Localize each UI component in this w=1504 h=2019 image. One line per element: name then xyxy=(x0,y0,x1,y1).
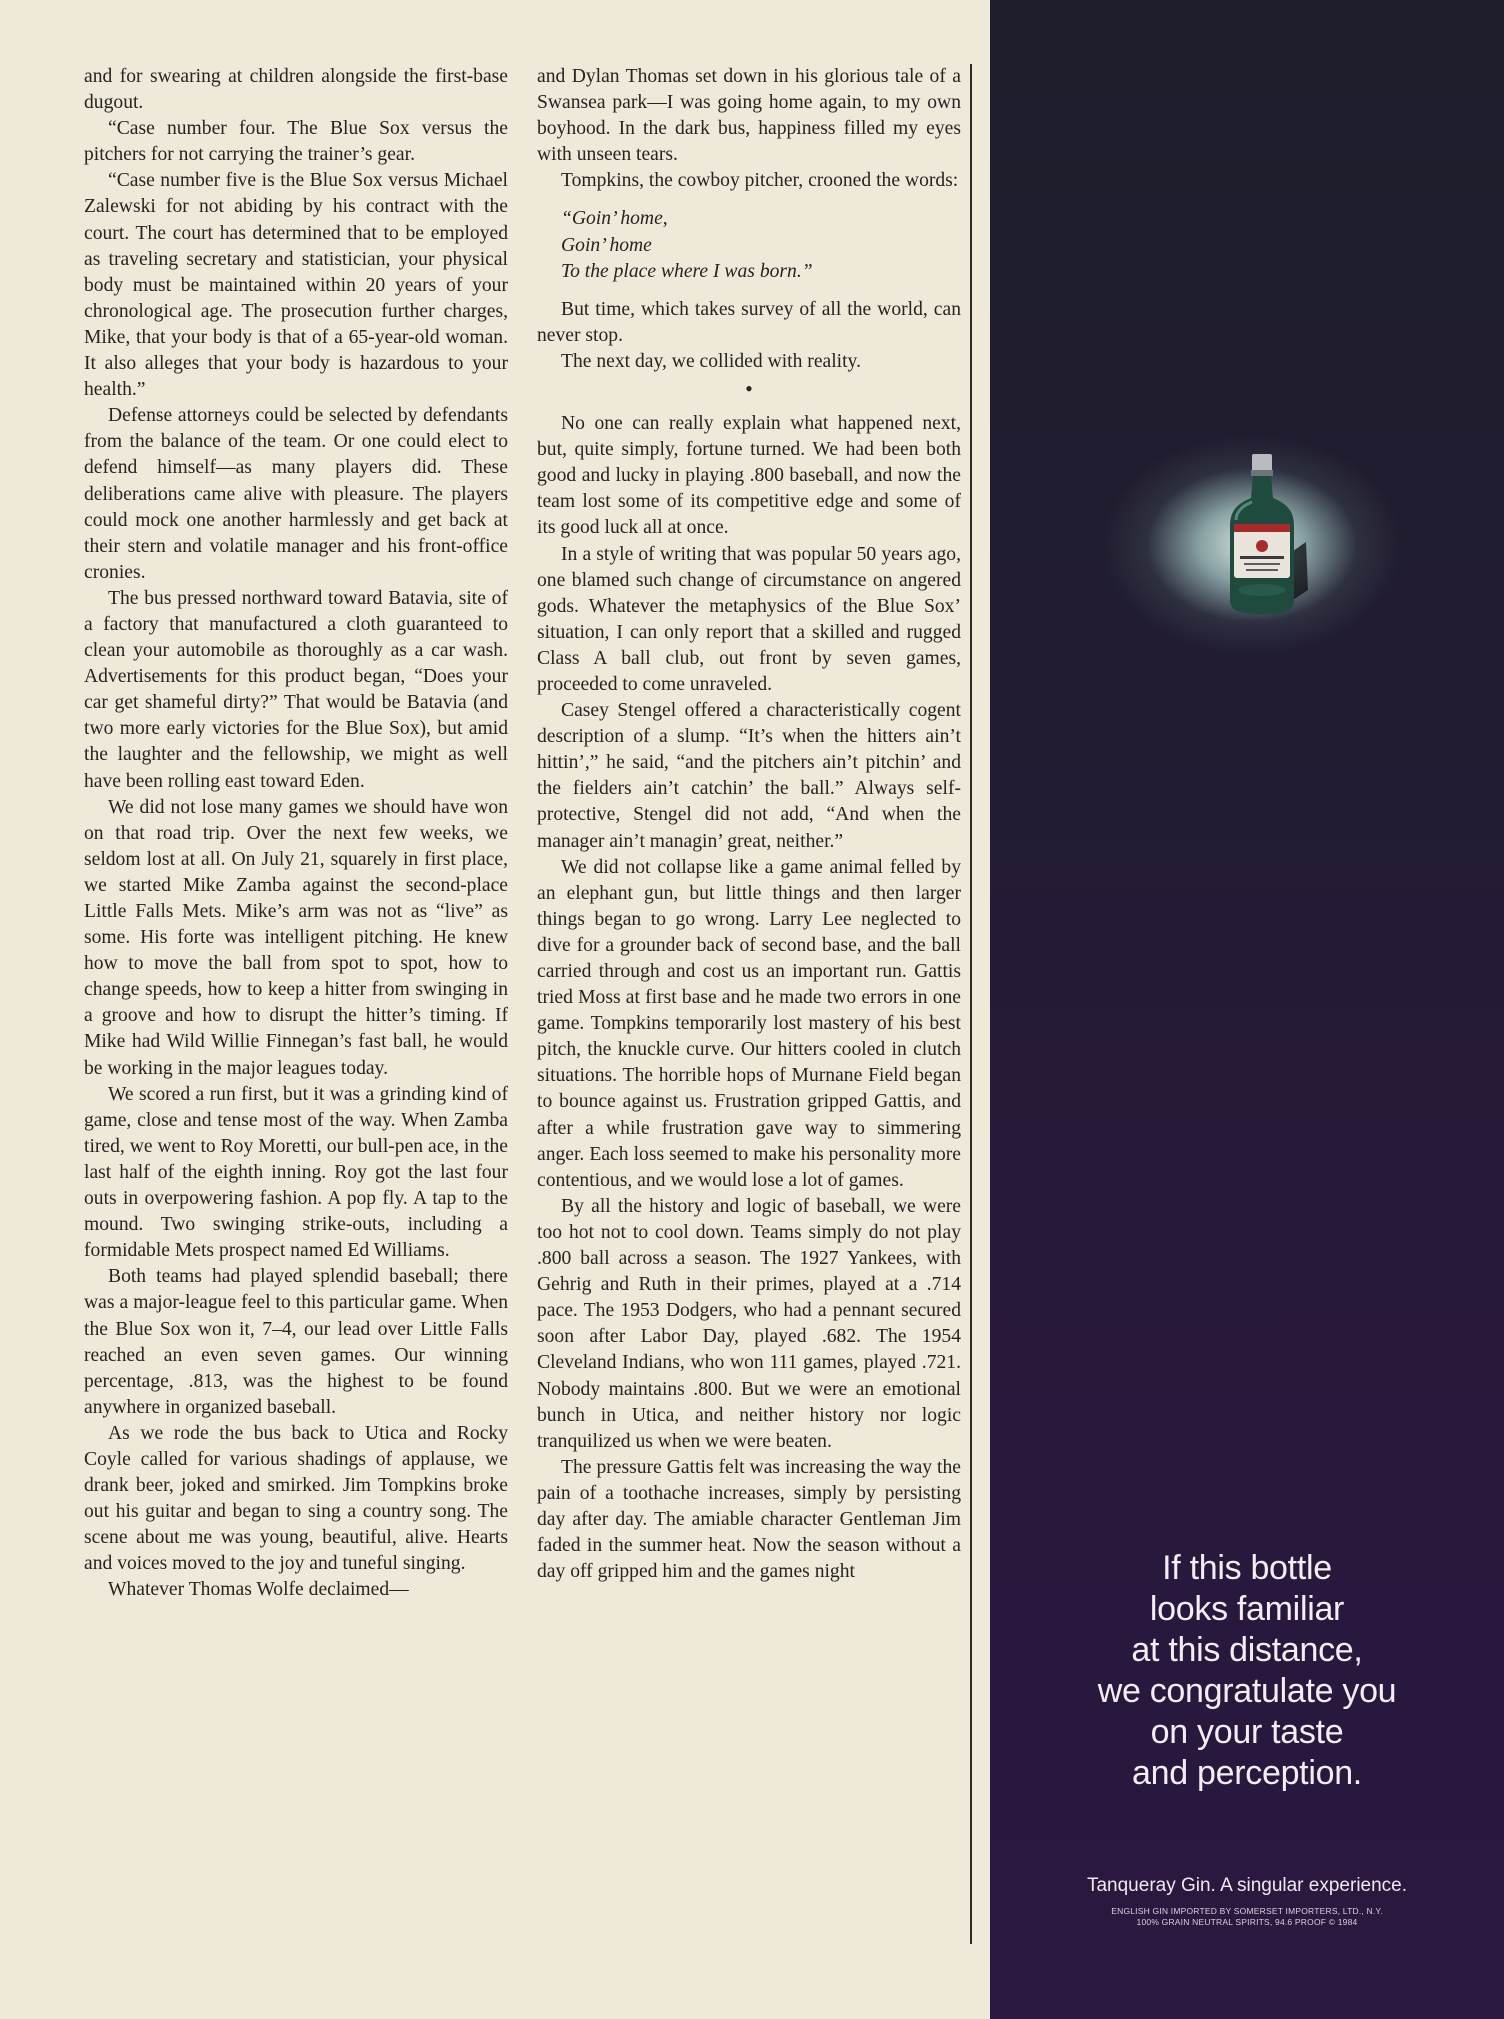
lyric-line: Goin’ home xyxy=(561,234,652,256)
article-paragraph: But time, which takes survey of all the world, can never stop. xyxy=(537,298,961,346)
article-paragraph: As we rode the bus back to Utica and Rocky Coyle called for various shadings of applause, we drank beer, joked and smirked. Jim Tompkins broke out his guitar and began to sing a country song. The scene about me was young, beautiful, alive. Hearts and voices moved to the joy and tuneful singing. xyxy=(84,1422,508,1575)
article-paragraph: Casey Stengel offered a characteristically cogent description of a slump. “It’s when the hitters ain’t hittin’,” he said, “and the pitchers ain’t pitchin’ and the fielders ain’t catchin’ the ball.” Always self-protective, Stengel did not add, “And when the manager ain’t managin’ great, neither.” xyxy=(537,700,961,852)
article-column-left xyxy=(84,64,508,1954)
headline-line: If this bottle xyxy=(1162,1549,1332,1587)
fine-print-line: ENGLISH GIN IMPORTED BY SOMERSET IMPORTERS, LTD., N.Y. xyxy=(1111,1906,1383,1916)
column-rule xyxy=(970,64,972,1944)
lyric-line: “Goin’ home, xyxy=(561,208,668,230)
article-paragraph: “Case number five is the Blue Sox versus Michael Zalewski for not abiding by his contract with the court. The court has determined that to be employed as traveling secretary and statistician, your physical body must be maintained within 20 years of your chronological age. The prosecution further charges, Mike, that your body is that of a 65-year-old woman. It also alleges that your body is hazardous to your health.” xyxy=(84,170,508,401)
headline-line: and perception. xyxy=(1132,1754,1362,1792)
article-paragraph: We did not collapse like a game animal felled by an elephant gun, but little things and then larger things began to go wrong. Larry Lee neglected to dive for a grounder back of second base, and the ball carried through and cost us an important run. Gattis tried Moss at first base and he made two errors in one game. Tompkins temporarily lost mastery of his best pitch, the knuckle curve. Our hitters cooled in clutch situations. The horrible hops of Murnane Field began to bounce against us. Frustration gripped Gattis, and after a while frustration gave way to simmering anger. Each loss seemed to make his personality more contentious, and we would lose a lot of games. xyxy=(537,856,961,1191)
section-separator: • xyxy=(745,376,753,402)
right-column-middle xyxy=(537,297,961,375)
article-column-right xyxy=(537,64,961,1954)
headline-line: on your taste xyxy=(1150,1713,1344,1751)
tanqueray-advertisement xyxy=(990,0,1504,2019)
article-paragraph: The pressure Gattis felt was increasing the way the pain of a toothache increases, simply by persisting day after day. The amiable character Gentleman Jim faded in the summer heat. Now the season without a day off gripped him and the games night xyxy=(537,1456,961,1583)
gin-bottle-icon xyxy=(1218,450,1308,620)
article-paragraph: “Case number four. The Blue Sox versus the pitchers for not carrying the trainer’s gear. xyxy=(84,118,508,166)
article-paragraph: We scored a run first, but it was a grinding kind of game, close and tense most of the way. When Zamba tired, we went to Roy Moretti, our bull-pen ace, in the last half of the eighth inning. Roy got the last four outs in overpowering fashion. A pop fly. A tap to the mound. Two swinging strike-outs, including a formidable Mets prospect named Ed Williams. xyxy=(84,1083,508,1262)
right-column-continuation xyxy=(537,411,961,1585)
article-paragraph: Both teams had played splendid baseball; there was a major-league feel to this particular game. When the Blue Sox won it, 7–4, our lead over Little Falls reached an even seven games. Our winning percentage, .813, was the highest to be found anywhere in organized baseball. xyxy=(84,1266,508,1418)
article-paragraph: Tompkins, the cowboy pitcher, crooned the words: xyxy=(561,170,959,192)
article-paragraph: No one can really explain what happened next, but, quite simply, fortune turned. We had been both good and lucky in playing .800 baseball, and now the team lost some of its competitive edge and some of its good luck all at once. xyxy=(537,413,961,539)
song-lyrics xyxy=(561,206,961,284)
article-paragraph: The next day, we collided with reality. xyxy=(561,350,861,372)
ad-tagline: Tanqueray Gin. A singular experience. xyxy=(1086,1875,1408,1896)
headline-line: at this distance, xyxy=(1131,1631,1363,1669)
article-paragraph: We did not lose many games we should have won on that road trip. Over the next few weeks, we seldom lost at all. On July 21, squarely in first place, we started Mike Zamba against the second-place Little Falls Mets. Mike’s arm was not as “live” as some. His forte was intelligent pitching. He knew how to move the ball from spot to spot, how to change speeds, how to keep a hitter from swinging in a groove and how to disrupt the hitter’s timing. If Mike had Wild Willie Finnegan’s fast ball, he would be working in the major leagues today. xyxy=(84,796,508,1079)
article-paragraph: The bus pressed northward toward Batavia, site of a factory that manufactured a cloth guaranteed to clean your automobile as thoroughly as a car wash. Advertisements for this product began, “Does your car get shameful dirty?” That would be Batavia (and two more early victories for the Blue Sox), but amid the laughter and the fellowship, we might as well have been rolling east toward Eden. xyxy=(84,587,508,792)
article-paragraph: Whatever Thomas Wolfe declaimed— xyxy=(108,1579,409,1601)
article-paragraph: In a style of writing that was popular 50 years ago, one blamed such change of circumstance on angered gods. Whatever the metaphysics of the Blue Sox’ situation, I can only report that a skilled and rugged Class A ball club, out front by seven games, proceeded to come unraveled. xyxy=(537,543,961,695)
ad-headline xyxy=(1010,1548,1484,1794)
article-paragraph: and Dylan Thomas set down in his glorious tale of a Swansea park—I was going home again, to my own boyhood. In the dark bus, happiness filled my eyes with unseen tears. xyxy=(537,66,961,166)
lyric-line: To the place where I was born.” xyxy=(561,260,813,282)
fine-print-line: 100% GRAIN NEUTRAL SPIRITS, 94.6 PROOF © 1984 xyxy=(1136,1916,1358,1927)
ad-fine-print xyxy=(1010,1906,1484,1927)
article-paragraph: By all the history and logic of baseball, we were too hot not to cool down. Teams simply do not play .800 ball across a season. The 1927 Yankees, with Gehrig and Ruth in their primes, played at a .714 pace. The 1953 Dodgers, who had a pennant secured soon after Labor Day, played .682. The 1954 Cleveland Indians, who won 111 games, played .721. Nobody maintains .800. But we were an emotional bunch in Utica, and neither history nor logic tranquilized us when we were beaten. xyxy=(537,1195,961,1452)
right-column-opening xyxy=(537,64,961,194)
article-paragraph: Defense attorneys could be selected by defendants from the balance of the team. Or one could elect to defend himself—as many players did. These deliberations came alive with pleasure. The players could mock one another harmlessly and get back at their stern and volatile manager and his front-office cronies. xyxy=(84,405,508,583)
headline-line: looks familiar xyxy=(1149,1590,1345,1628)
headline-line: we congratulate you xyxy=(1097,1672,1397,1710)
article-paragraph: and for swearing at children alongside the first-base dugout. xyxy=(84,66,508,114)
